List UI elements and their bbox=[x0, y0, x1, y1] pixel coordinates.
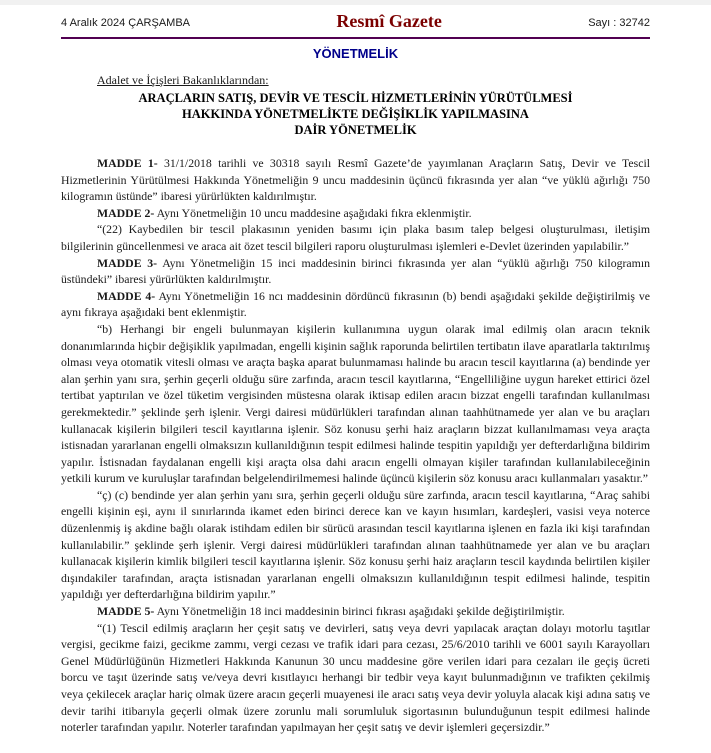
document-title-line: HAKKINDA YÖNETMELİKTE DEĞİŞİKLİK YAPILMASINA bbox=[182, 107, 529, 121]
madde-label: MADDE 5- bbox=[97, 604, 155, 619]
masthead-rule bbox=[61, 37, 650, 39]
paragraph-text: “b) Herhangi bir engeli bulunmayan kişilerin kullanımına uygun olarak imal edilmiş olan aracın teknik donanımlarında hiçbir değişiklik yapılmadan, engelli kişinin sağlık raporunda belirtilen tertibatın ilave aparatlarla taktırılmış olması veya otomatik vitesli olması ve araçta başka aparat bulunmaması halinde bu aracın tescil kayıtlarına (a) bendinde yer alan şerhin yanı sıra, şerhin geçerli olduğu süre zarfında, aracın tescil kayıtlarına, “Engelliliğine uygun hareket ettirici özel tertibat yaptırılan ve özel tüketim vergisinden müstesna olarak iktisap edilen aracın bizzat engelli tarafından kullanılması gerekmektedir.” şeklinde şerh işlenir. Vergi dairesi müdürlükleri tarafından alınan taahhütnamede yer alan ve bu araçları kullanacak kişilerin bilgileri tescil kayıtlarına işlenir. Söz konusu şerhi haiz araçların bizzat kullanılmaması veya araçta istisnadan yararlanan engelli olmaksızın kullanıldığının tespit edilmesi halinde tespitin yapıldığı yer defterdarlığına bildirim yapılır. İstisnadan faydalanan engelli kişi araçta olsa dahi aracın engelli olmayan kişiler tarafından kullanılabileceğinin yetkili kurum ve kuruluşlar tarafından belgelendirilmemesi halinde üçüncü kişilerin söz konusu aracı kullanmaları yasaktır.” bbox=[61, 321, 650, 486]
body-paragraph bbox=[61, 321, 650, 487]
body-paragraph bbox=[61, 155, 650, 205]
madde-label: MADDE 4- bbox=[97, 288, 156, 303]
masthead-issue-number: Sayı : 32742 bbox=[588, 17, 650, 29]
paragraph-text: 31/1/2018 tarihli ve 30318 sayılı Resmî Gazete’de yayımlanan Araçların Satış, Devir ve Tescil Hizmetlerinin Yürütülmesi Hakkında Yönetmeliğin 9 uncu maddesinin üçüncü fıkrasında yer alan “ve yüklü ağırlığı 750 kilogramın üstünde” ibaresi yürürlükten kaldırılmıştır. bbox=[61, 156, 650, 204]
body-paragraph bbox=[61, 620, 650, 736]
body-paragraph bbox=[61, 487, 650, 603]
document-title-line: DAİR YÖNETMELİK bbox=[294, 123, 417, 137]
issuer-line: Adalet ve İçişleri Bakanlıklarından: bbox=[97, 73, 269, 87]
document-title bbox=[61, 90, 650, 138]
masthead bbox=[61, 11, 650, 37]
body-paragraph bbox=[61, 221, 650, 254]
madde-label: MADDE 2- bbox=[97, 205, 155, 220]
paragraph-text: “(22) Kaybedilen bir tescil plakasının yeniden basımı için plaka basım talep belgesi oluşturulması, iletişim bilgilerinin güncellenmesi ve araca ait özet tescil bilgileri raporu oluşturulması işlemleri e-Devlet üzerinden yapılabilir.” bbox=[61, 222, 650, 253]
madde-label: MADDE 3- bbox=[97, 255, 158, 270]
document-title-line: ARAÇLARIN SATIŞ, DEVİR VE TESCİL HİZMETLERİNİN YÜRÜTÜLMESİ bbox=[138, 91, 573, 105]
body-paragraph bbox=[61, 255, 650, 288]
gazette-page bbox=[0, 5, 711, 736]
section-heading: YÖNETMELİK bbox=[312, 46, 399, 61]
body-paragraph bbox=[61, 205, 650, 222]
body-paragraph bbox=[61, 603, 650, 620]
gazette-title: Resmî Gazete bbox=[336, 11, 442, 31]
madde-label: MADDE 1- bbox=[97, 156, 158, 170]
body-paragraph bbox=[61, 288, 650, 321]
paragraph-text: Aynı Yönetmeliğin 10 uncu maddesine aşağıdaki fıkra eklenmiştir. bbox=[154, 205, 472, 220]
paragraph-text: “(1) Tescil edilmiş araçların her çeşit satış ve devirleri, satış veya devri yapılacak araçtan dolayı motorlu taşıtlar vergisi, gecikme faizi, gecikme zammı, vergi cezası ve trafik idari para cezası, 25/6/2010 tarihli ve 6001 sayılı Karayolları Genel Müdürlüğünün Hizmetleri Hakkında Kanunun 30 uncu maddesine göre verilen idari para cezaları ile geçiş ücreti borcu ve taşıt üzerinde satış ve/veya devri kısıtlayıcı herhangi bir tedbir veya kayıt bulunmadığının ve trafikten çekilmiş veya çekilecek araçlar hariç olmak üzere aracın geçerli muayenesi ile aracı satış veya devir yoluyla alacak kişi adına satış ve devir tarihi itibarıyla geçerli olmak üzere zorunlu mali sorumluluk sigortasının bulunduğunun tespit edilmesi halinde noterler tarafından yapılır. Noterler tarafından yapılmayan her çeşit satış ve devir işlemleri geçersizdir.” bbox=[61, 620, 650, 735]
document-body bbox=[61, 155, 650, 736]
masthead-date: 4 Aralık 2024 ÇARŞAMBA bbox=[61, 17, 191, 29]
paragraph-text: Aynı Yönetmeliğin 18 inci maddesinin birinci fıkrası aşağıdaki şekilde değiştirilmiştir. bbox=[154, 604, 565, 619]
paragraph-text: Aynı Yönetmeliğin 15 inci maddesinin birinci fıkrasında yer alan “yüklü ağırlığı 750 kilogramın üstündeki” ibaresi yürürlükten kaldırılmıştır. bbox=[61, 255, 651, 287]
paragraph-text: Aynı Yönetmeliğin 16 ncı maddesinin dördüncü fıkrasının (b) bendi aşağıdaki şekilde değiştirilmiş ve aynı fıkraya aşağıdaki bent eklenmiştir. bbox=[61, 288, 651, 320]
paragraph-text: “ç) (c) bendinde yer alan şerhin yanı sıra, şerhin geçerli olduğu süre zarfında, aracın tescil kayıtlarına, “Araç sahibi engelli kişinin eşi, aynı il sınırlarında ikamet eden birinci derece kan ve kayın hısımları, kardeşleri, vasisi veya noterce düzenlenmiş iş akdine bağlı olarak istihdam edilen bir sürücü arasından tescil kayıtlarına işlenen en fazla iki kişi tarafından kullanılabilir.” şeklinde şerh işlenir. Vergi dairesi müdürlükleri tarafından alınan taahhütnamede yer alan ve bu araçları kullanacak kişilerin kimlik bilgileri tescil kayıtlarına işlenir. Söz konusu şerhi haiz araçların tescil kaydında belirtilen kişiler dışındakiler tarafından, araçta istisnadan yararlanan engelli olmaksızın kullanıldığının tespit edilmesi halinde, tespitin yapıldığı yer defterdarlığına bildirim yapılır.” bbox=[61, 487, 650, 602]
